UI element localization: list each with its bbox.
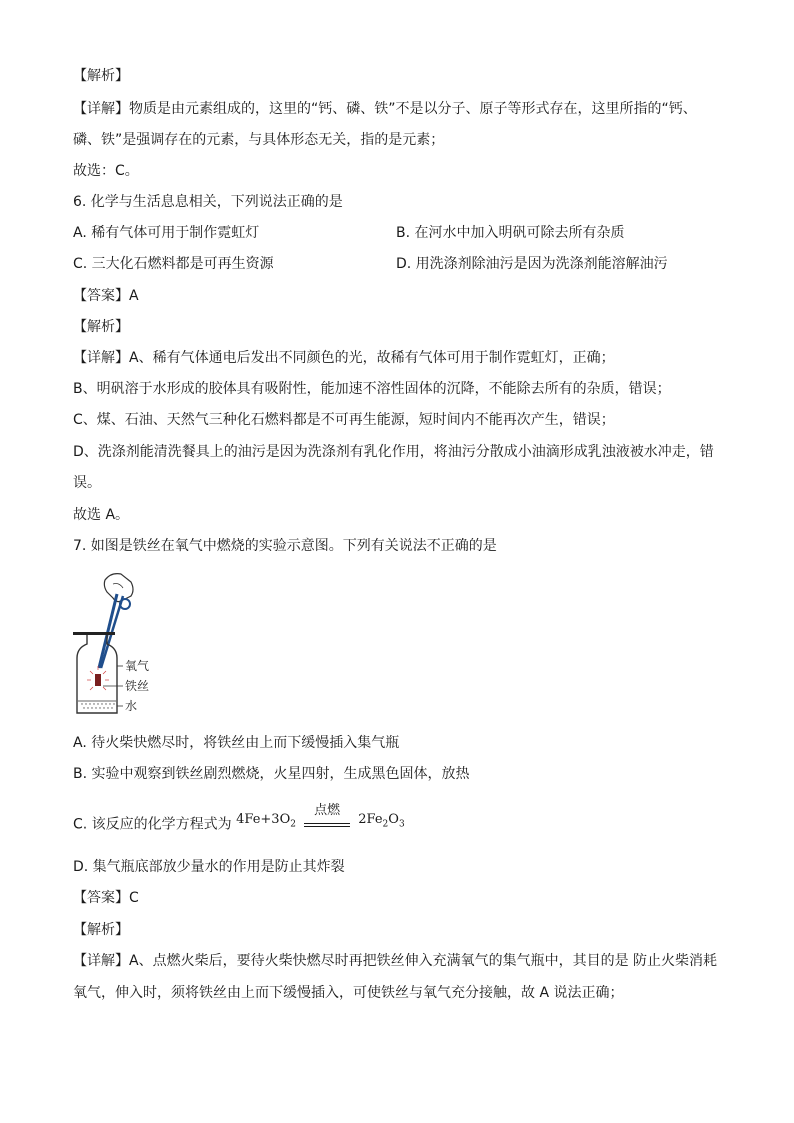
equation-subscript: 2 bbox=[382, 819, 389, 830]
iron-wire-label: 铁丝 bbox=[125, 679, 150, 693]
equation-product: 2Fe bbox=[358, 812, 383, 827]
question-6-option-a: A. 稀有气体可用于制作霓虹灯 bbox=[73, 225, 260, 241]
chemical-equation bbox=[236, 802, 405, 835]
selection-text: 故选 A。 bbox=[73, 507, 130, 523]
question-7-option-d: D. 集气瓶底部放少量水的作用是防止其炸裂 bbox=[73, 859, 345, 875]
question-7-option-a: A. 待火柴快燃尽时，将铁丝由上而下缓慢插入集气瓶 bbox=[73, 735, 400, 751]
detail-text-line: B、明矾溶于水形成的胶体具有吸附性，能加速不溶性固体的沉降，不能除去所有的杂质，错误； bbox=[73, 381, 671, 397]
analysis-label: 【解析】 bbox=[73, 319, 129, 335]
reaction-condition: 点燃 bbox=[314, 802, 341, 818]
detail-text-line: 【详解】A、稀有气体通电后发出不同颜色的光，故稀有气体可用于制作霓虹灯，正确； bbox=[73, 350, 615, 366]
oxygen-label: 氧气 bbox=[125, 659, 150, 673]
question-6-stem: 6. 化学与生活息息相关，下列说法正确的是 bbox=[73, 194, 343, 210]
analysis-label: 【解析】 bbox=[73, 922, 129, 938]
question-7-option-c bbox=[73, 802, 405, 835]
detail-text-line: 误。 bbox=[73, 475, 101, 491]
detail-text-line: D、洗涤剂能清洗餐具上的油污是因为洗涤剂有乳化作用，将油污分散成小油滴形成乳浊液被水冲走，错 bbox=[73, 444, 714, 460]
detail-text-line: 磷、铁”是强调存在的元素，与具体形态无关，指的是元素； bbox=[73, 132, 445, 148]
question-7-option-b: B. 实验中观察到铁丝剧烈燃烧，火星四射，生成黑色固体，放热 bbox=[73, 766, 470, 782]
selection-text: 故选：C。 bbox=[73, 163, 139, 179]
detail-text-line: 【详解】物质是由元素组成的，这里的“钙、磷、铁”不是以分子、原子等形式存在，这里所指的“钙、 bbox=[73, 101, 697, 117]
question-6-option-d: D. 用洗涤剂除油污是因为洗涤剂能溶解油污 bbox=[396, 256, 668, 272]
analysis-label: 【解析】 bbox=[73, 68, 129, 84]
equation-product-element: O bbox=[388, 812, 399, 827]
answer-label: 【答案】C bbox=[73, 890, 139, 906]
detail-text-line: C、煤、石油、天然气三种化石燃料都是不可再生能源，短时间内不能再次产生，错误； bbox=[73, 412, 615, 428]
question-6-option-c: C. 三大化石燃料都是可再生资源 bbox=[73, 256, 274, 272]
detail-text-line: 氧气，伸入时，须将铁丝由上而下缓慢插入，可使铁丝与氧气充分接触，故 A 说法正确； bbox=[73, 985, 624, 1001]
water-label: 水 bbox=[125, 699, 138, 713]
detail-text-line: 【详解】A、点燃火柴后，要待火柴快燃尽时再把铁丝伸入充满氧气的集气瓶中，其目的是 防止火柴消耗 bbox=[73, 953, 718, 969]
option-c-prefix: C. 该反应的化学方程式为 bbox=[73, 816, 232, 833]
question-7-stem: 7. 如图是铁丝在氧气中燃烧的实验示意图。下列有关说法不正确的是 bbox=[73, 538, 497, 554]
question-6-option-b: B. 在河水中加入明矾可除去所有杂质 bbox=[396, 225, 625, 241]
equation-subscript: 2 bbox=[290, 819, 296, 830]
equation-reactants: 4Fe+3O bbox=[236, 812, 291, 827]
iron-wire-experiment-figure bbox=[73, 570, 163, 720]
reaction-condition-arrow bbox=[302, 802, 352, 835]
equation-subscript: 3 bbox=[398, 819, 405, 830]
answer-label: 【答案】A bbox=[73, 288, 139, 304]
iron-wire-burning-diagram bbox=[73, 570, 163, 720]
